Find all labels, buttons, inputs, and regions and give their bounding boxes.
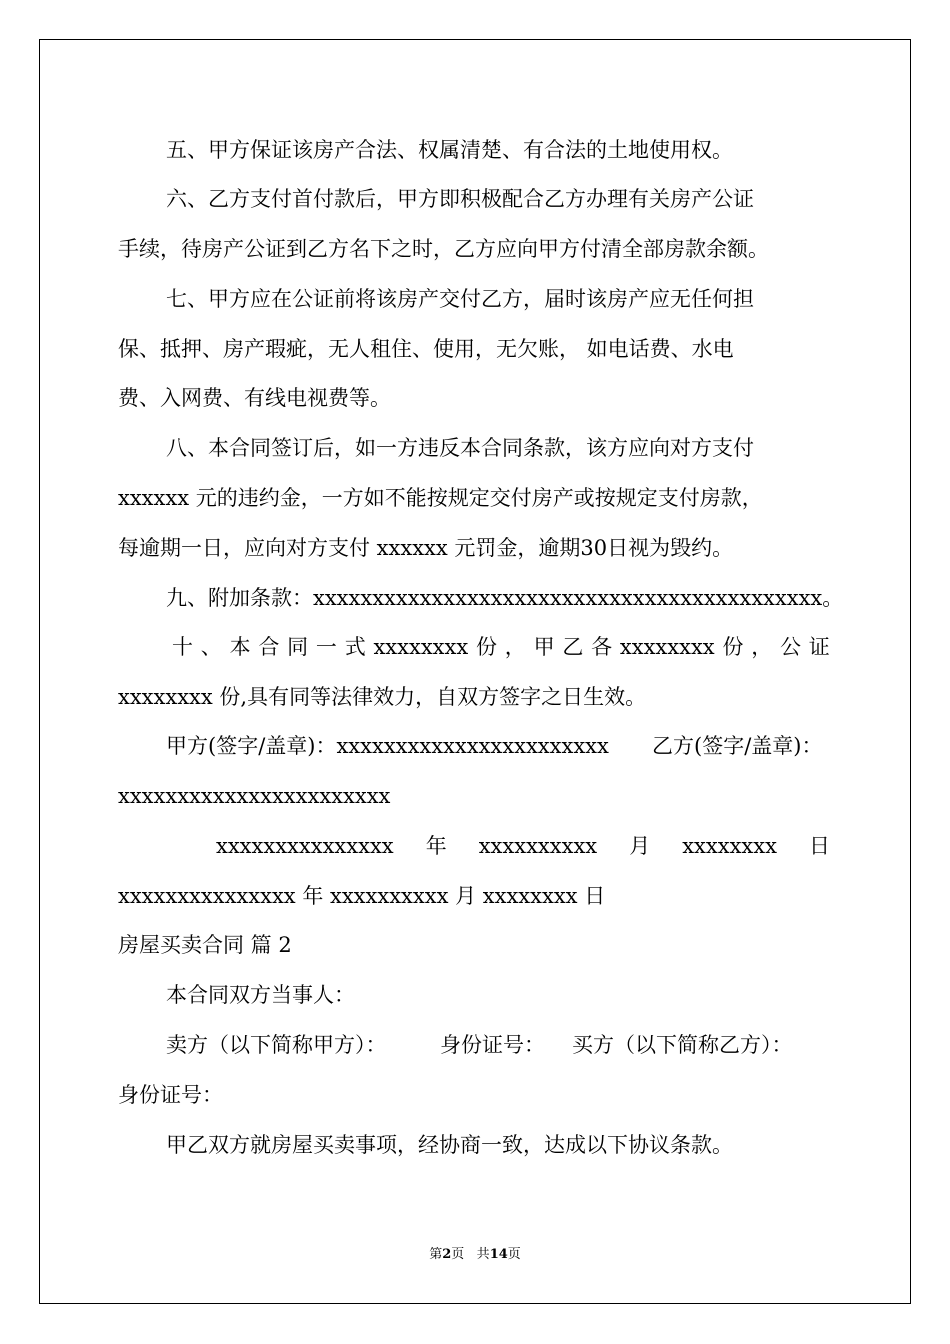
- clause-10-line-2: xxxxxxxx 份,具有同等法律效力，自双方签字之日生效。: [118, 685, 647, 709]
- clause-9: 九、附加条款：xxxxxxxxxxxxxxxxxxxxxxxxxxxxxxxxxxxxxxxxxxx。: [166, 586, 844, 610]
- clause-6-line-2: 手续，待房产公证到乙方名下之时，乙方应向甲方付清全部房款余额。: [118, 237, 769, 261]
- footer-total-label: 页: [507, 1247, 521, 1262]
- clause-10-token: 公: [780, 635, 801, 659]
- clause-10-token: ，: [751, 635, 773, 659]
- clause-10-token: 一: [315, 635, 337, 659]
- signature-line-2: xxxxxxxxxxxxxxxxxxxxxxx: [118, 784, 391, 808]
- clause-7-line-2: 保、抵押、房产瑕疵，无人租住、使用，无欠账， 如电话费、水电: [118, 337, 734, 361]
- date-line-1: [216, 832, 830, 860]
- clause-7-line-1: 七、甲方应在公证前将该房产交付乙方，届时该房产应无任何担: [166, 287, 754, 311]
- signature-party-b: 乙方(签字/盖章)：: [652, 734, 823, 758]
- footer-page-label: 页: [451, 1247, 465, 1262]
- footer-current-page: 2: [442, 1247, 452, 1262]
- clause-10-token: 份: [476, 635, 497, 659]
- clause-10-token: 本: [229, 635, 251, 659]
- clause-10-token: xxxxxxxx: [373, 635, 469, 659]
- clause-8-line-2: xxxxxx 元的违约金，一方如不能按规定交付房产或按规定支付房款，: [118, 486, 763, 510]
- footer-total-pages: 14: [489, 1247, 508, 1262]
- date-token: xxxxxxxxxx: [478, 834, 598, 858]
- date-token: 日: [809, 834, 830, 858]
- buyer-id-label: 身份证号：: [118, 1083, 223, 1107]
- clause-10-line-1: [172, 633, 830, 661]
- clause-8-line-3: 每逾期一日，应向对方支付 xxxxxx 元罚金，逾期30日视为毁约。: [118, 536, 734, 560]
- clause-10-token: ，: [504, 635, 526, 659]
- seller-label: 卖方（以下简称甲方）：: [166, 1033, 387, 1057]
- clause-10-token: 十: [172, 635, 193, 659]
- section-heading: 房屋买卖合同 篇 2: [118, 933, 292, 957]
- clause-5: 五、甲方保证该房产合法、权属清楚、有合法的土地使用权。: [166, 138, 733, 162]
- clause-10-token: 同: [287, 635, 309, 659]
- clause-10-token: 合: [258, 635, 280, 659]
- clause-6-line-1: 六、乙方支付首付款后，甲方即积极配合乙方办理有关房产公证: [166, 187, 754, 211]
- signature-party-a: 甲方(签字/盖章)：xxxxxxxxxxxxxxxxxxxxxxx: [166, 734, 609, 758]
- clause-10-token: 式: [344, 635, 366, 659]
- clause-10-token: 甲: [533, 635, 555, 659]
- page-border: [39, 39, 911, 1304]
- footer-prefix: 第: [429, 1247, 443, 1262]
- agreement-statement: 甲乙双方就房屋买卖事项，经协商一致，达成以下协议条款。: [166, 1133, 733, 1157]
- clause-10-token: 证: [808, 635, 830, 659]
- clause-7-line-3: 费、入网费、有线电视费等。: [118, 386, 391, 410]
- page-footer: [0, 1246, 950, 1264]
- buyer-label: 买方（以下简称乙方）：: [572, 1033, 793, 1057]
- date-token: xxxxxxxxxxxxxxx: [216, 834, 394, 858]
- parties-intro: 本合同双方当事人：: [166, 983, 355, 1007]
- date-line-2: xxxxxxxxxxxxxxx 年 xxxxxxxxxx 月 xxxxxxxx 日: [118, 884, 606, 908]
- date-token: 年: [425, 834, 447, 858]
- date-token: xxxxxxxx: [682, 834, 777, 858]
- clause-10-token: 份: [722, 635, 744, 659]
- date-token: 月: [629, 834, 651, 858]
- clause-10-token: 、: [200, 635, 222, 659]
- clause-8-line-1: 八、本合同签订后，如一方违反本合同条款，该方应向对方支付: [166, 436, 754, 460]
- seller-id-label: 身份证号：: [440, 1033, 545, 1057]
- footer-total-prefix: 共: [476, 1247, 490, 1262]
- clause-10-token: 各: [591, 635, 613, 659]
- clause-10-token: 乙: [562, 635, 584, 659]
- clause-10-token: xxxxxxxx: [619, 635, 715, 659]
